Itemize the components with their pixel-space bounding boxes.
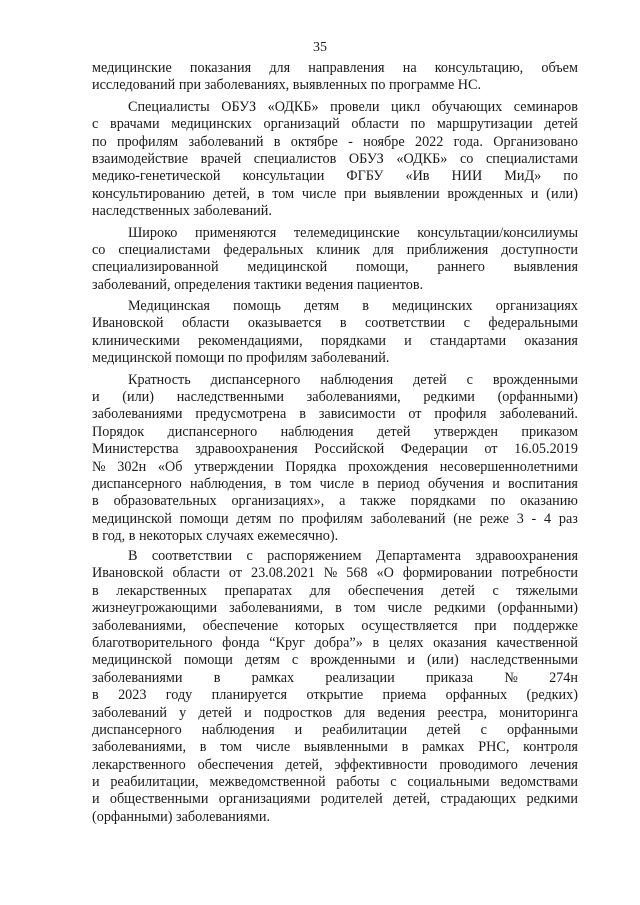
text-line: и общественными организациями родителей детей, страдающих редкими — [92, 791, 578, 808]
text-line: медико-генетической консультации ФГБУ «Ив НИИ МиД» по — [92, 168, 578, 185]
text-line: заболеваниями предусмотрена в зависимости от профиля заболеваний. — [92, 406, 578, 423]
text-line: Специалисты ОБУЗ «ОДКБ» провели цикл обучающих семинаров — [128, 98, 578, 115]
text-line: заболеваниями в рамках реализации приказа № 274н — [92, 669, 578, 686]
text-line: наследственных заболеваний. — [92, 203, 272, 220]
text-line: Министерства здравоохранения Российской Федерации от 16.05.2019 — [92, 441, 578, 458]
paragraph — [92, 225, 578, 295]
text-line: медицинской помощи детям с врожденными и (или) наследственными — [92, 652, 578, 669]
paragraph — [92, 298, 578, 368]
text-line: диспансерного наблюдения и реабилитации детей с орфанными — [92, 721, 578, 738]
text-line: жизнеугрожающими заболеваниями, в том числе редкими (орфанными) — [92, 600, 578, 617]
text-line: исследований при заболеваниях, выявленных по программе НС. — [92, 77, 482, 94]
text-line: заболеваний у детей и подростков для ведения реестра, мониторинга — [92, 704, 578, 721]
text-line: заболеваний, определения тактики ведения пациентов. — [92, 276, 424, 293]
text-line: консультированию детей, в том числе при выявлении врожденных и (или) — [92, 185, 578, 202]
text-line: заболеваниями, в том числе выявленными в рамках РНС, контроля — [92, 739, 578, 756]
text-line: Кратность диспансерного наблюдения детей с врожденными — [128, 371, 578, 388]
text-line: медицинской помощи по профилям заболеваний. — [92, 350, 390, 367]
text-line: и (или) наследственными заболеваниями, редкими (орфанными) — [92, 389, 578, 406]
text-line: по профилям заболеваний в октябре - ноябре 2022 года. Организовано — [92, 133, 578, 150]
page-number: 35 — [313, 40, 327, 55]
text-line: диспансерного наблюдения, в том числе в период обучения и воспитания — [92, 475, 578, 492]
text-line: (орфанными) заболеваниями. — [92, 808, 271, 825]
text-line: медицинские показания для направления на консультацию, объем — [92, 60, 578, 76]
text-line: медицинской помощи детям по профилям заболеваний (не реже 3 - 4 раз — [92, 510, 578, 527]
text-line: Порядок диспансерного наблюдения детей утвержден приказом — [92, 423, 578, 440]
text-line: со специалистами федеральных клиник для приближения доступности — [92, 241, 578, 258]
text-line: клиническими рекомендациями, порядками и стандартами оказания — [92, 332, 578, 349]
text-line: с врачами медицинских организаций области по маршрутизации детей — [92, 116, 578, 133]
text-line: Ивановской области от 23.08.2021 № 568 «О формировании потребности — [92, 565, 578, 582]
text-line: взаимодействие врачей специалистов ОБУЗ «ОДКБ» со специалистами — [92, 150, 578, 167]
text-line: заболеваниями, обеспечение которых осуществляется при поддержке — [92, 617, 578, 634]
paragraph — [92, 99, 578, 221]
text-line: благотворительного фонда “Круг добра”» в целях оказания качественной — [92, 634, 578, 651]
text-line: Ивановской области оказывается в соответствии с федеральными — [92, 315, 578, 332]
text-line: лекарственного обеспечения детей, эффективности проводимого лечения — [92, 756, 578, 773]
text-line: Широко применяются телемедицинские консультации/консилиумы — [128, 224, 578, 241]
text-block-lower — [92, 548, 578, 826]
text-block-upper — [92, 60, 578, 546]
text-line: Медицинская помощь детям в медицинских организациях — [128, 298, 578, 315]
text-line: в образовательных организациях», а также порядками по оказанию — [92, 493, 578, 510]
text-line: в 2023 году планируется открытие приема орфанных (редких) — [92, 687, 578, 704]
text-line: в лекарственных препаратах для обеспечения детей с тяжелыми — [92, 582, 578, 599]
text-line: специализированной медицинской помощи, раннего выявления — [92, 259, 578, 276]
text-line: в год, в некоторых случаях ежемесячно). — [92, 528, 339, 545]
text-line: № 302н «Об утверждении Порядка прохождения несовершеннолетними — [92, 458, 578, 475]
paragraph — [92, 372, 578, 546]
text-line: В соответствии с распоряжением Департамента здравоохранения — [128, 548, 578, 564]
paragraph — [92, 60, 578, 95]
paragraph — [92, 548, 578, 826]
text-line: и реабилитации, межведомственной работы с социальными ведомствами — [92, 774, 578, 791]
